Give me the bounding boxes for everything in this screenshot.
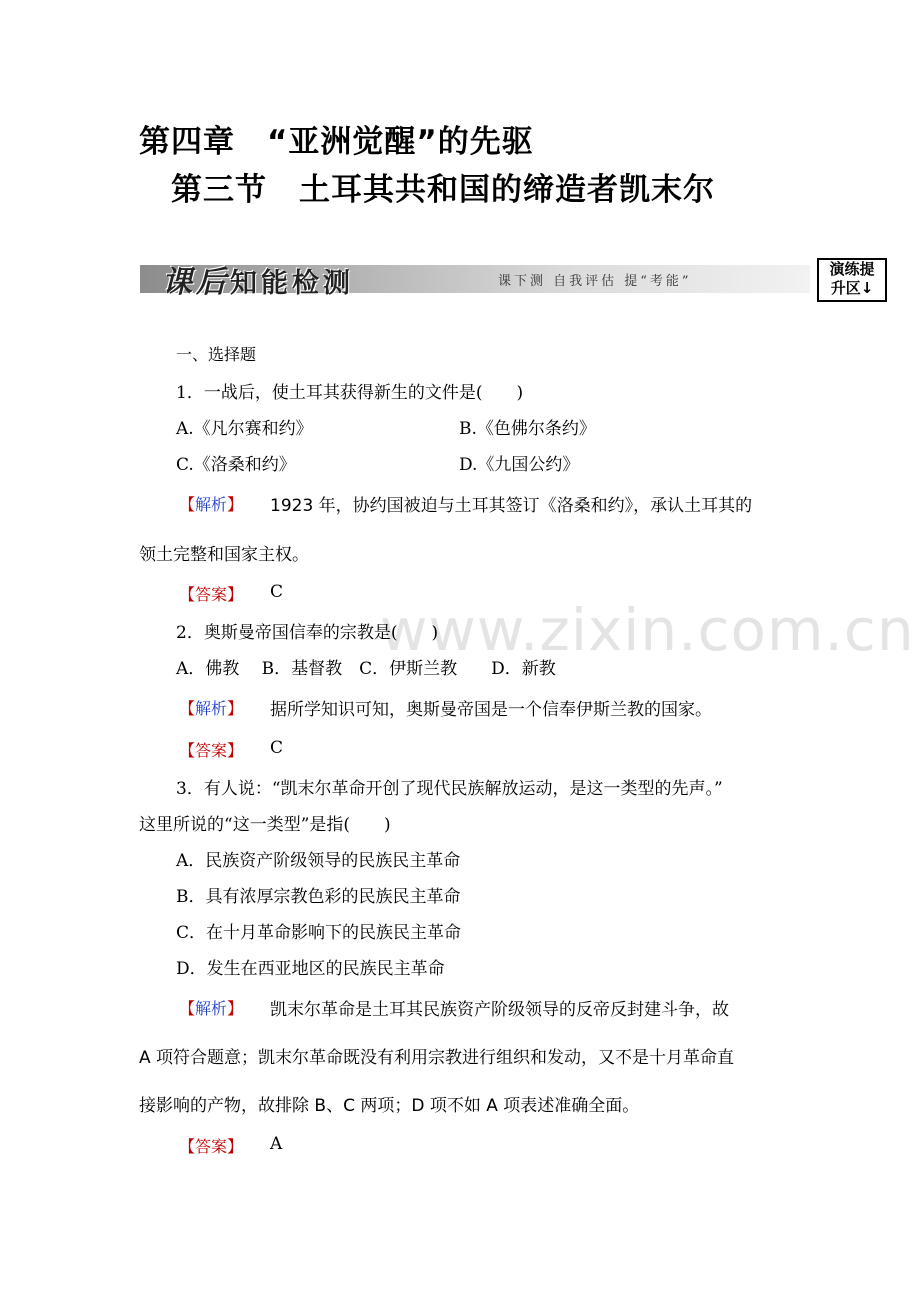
section-heading: 一、选择题 <box>176 345 257 364</box>
q3-analysis-line1: 凯末尔革命是土耳其民族资产阶级领导的反帝反封建斗争，故 <box>270 1000 729 1020</box>
q1-analysis-line2: 领土完整和国家主权。 <box>139 545 309 565</box>
q3-stem-line1: 3．有人说：“凯末尔革命开创了现代民族解放运动，是这一类型的先声。” <box>176 779 723 799</box>
banner-subtitle: 课下测 自我评估 提“考能” <box>498 274 692 289</box>
q1-option-d: D.《九国公约》 <box>459 455 580 475</box>
practice-zone-line1: 演练提 <box>829 260 875 278</box>
watermark: www.zixin.com.cn <box>380 596 915 664</box>
chapter-title: 第四章 “亚洲觉醒”的先驱 <box>139 124 534 160</box>
q2-options: A．佛教 B．基督教 C．伊斯兰教 D．新教 <box>176 659 556 679</box>
q3-option-c: C．在十月革命影响下的民族民主革命 <box>176 923 462 943</box>
q1-option-b: B.《色佛尔条约》 <box>459 419 596 439</box>
q1-answer-label: 【答案】 <box>179 585 244 604</box>
after-class-banner <box>140 257 810 300</box>
q3-stem-line2: 这里所说的“这一类型”是指( ) <box>139 815 391 835</box>
banner-title-rest: 知能检测 <box>230 268 354 299</box>
q2-analysis-label: 【解析】 <box>179 699 244 718</box>
q1-analysis-line1: 1923 年，协约国被迫与土耳其签订《洛桑和约》，承认土耳其的 <box>270 496 753 516</box>
q3-option-b: B．具有浓厚宗教色彩的民族民主革命 <box>176 887 461 907</box>
q3-option-d: D．发生在西亚地区的民族民主革命 <box>176 959 445 979</box>
section-title: 第三节 土耳其共和国的缔造者凯末尔 <box>171 172 715 208</box>
banner-title-big: 课后 <box>162 265 230 300</box>
practice-zone-button[interactable] <box>817 258 887 302</box>
q3-analysis-line3: 接影响的产物，故排除 B、C 两项；D 项不如 A 项表述准确全面。 <box>139 1096 640 1116</box>
q3-option-a: A．民族资产阶级领导的民族民主革命 <box>176 851 461 871</box>
q1-option-a: A.《凡尔赛和约》 <box>176 419 313 439</box>
q3-analysis-line2: A 项符合题意；凯末尔革命既没有利用宗教进行组织和发动，又不是十月革命直 <box>139 1048 735 1068</box>
banner-title <box>162 257 354 301</box>
q2-answer: C <box>270 738 284 758</box>
q2-analysis-line1: 据所学知识可知，奥斯曼帝国是一个信奉伊斯兰教的国家。 <box>270 700 712 720</box>
q1-stem: 1．一战后，使土耳其获得新生的文件是( ) <box>176 383 524 403</box>
q2-stem: 2．奥斯曼帝国信奉的宗教是( ) <box>176 623 439 643</box>
q1-analysis-label: 【解析】 <box>179 495 244 514</box>
q3-answer: A <box>270 1134 283 1154</box>
q1-option-c: C.《洛桑和约》 <box>176 455 296 475</box>
q2-answer-label: 【答案】 <box>179 741 244 760</box>
practice-zone-line2: 升区↓ <box>830 279 874 297</box>
q3-analysis-label: 【解析】 <box>179 999 244 1018</box>
q1-answer: C <box>270 582 284 602</box>
q3-answer-label: 【答案】 <box>179 1137 244 1156</box>
